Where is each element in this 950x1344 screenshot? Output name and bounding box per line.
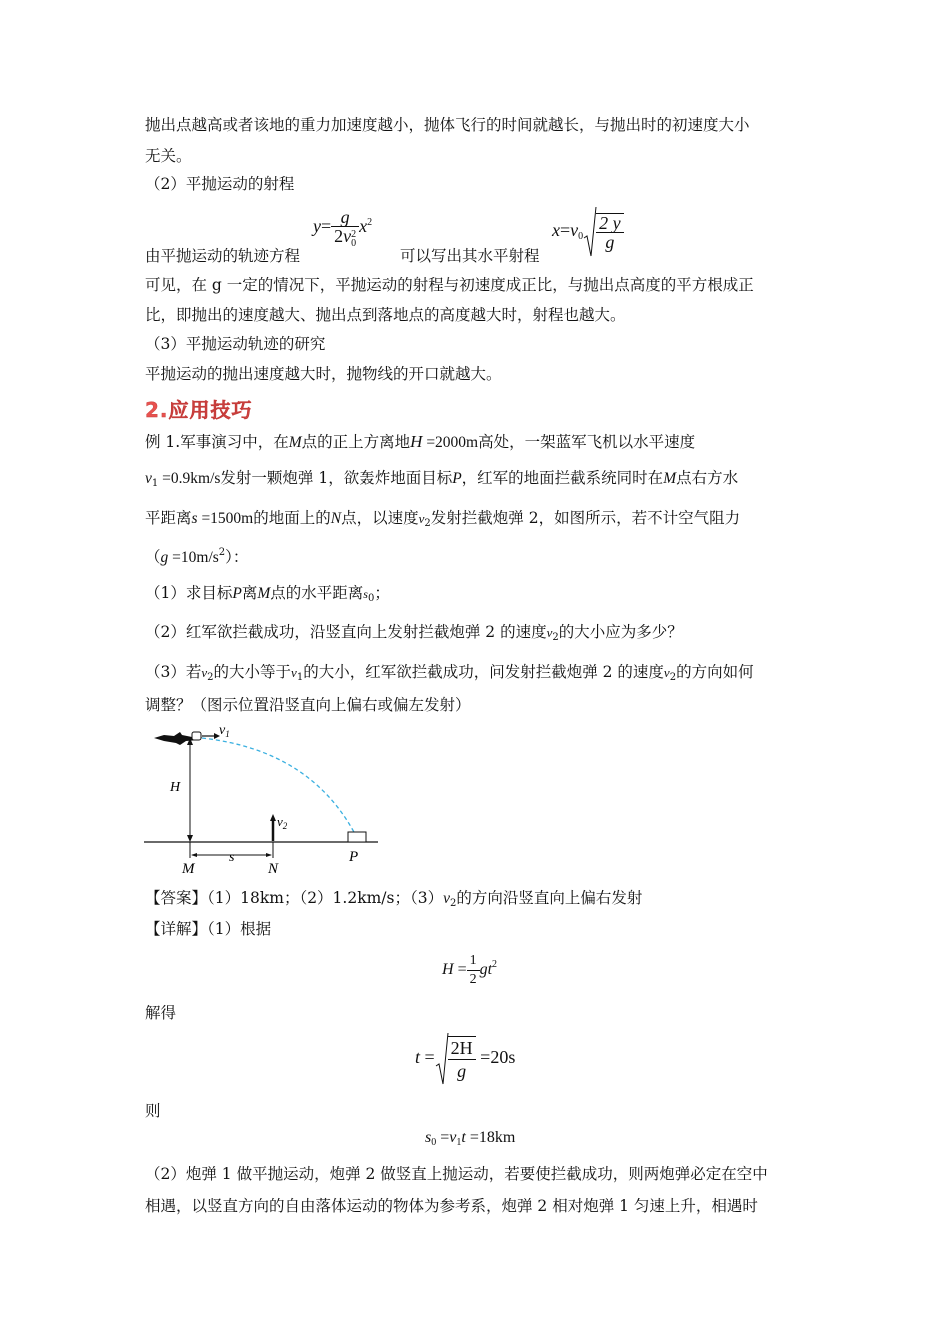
example-line: $v_1 =0.9km/s$发射一颗炮弹 1，欲轰炸地面目标P，红军的地面拦截系统同时在M点右方水 <box>145 469 739 489</box>
detail-line: 则 <box>145 1102 161 1120</box>
trajectory-equation: y= g 2v 2 0 $x^2$ <box>313 207 373 249</box>
formula-time: t = $\frac{2H}{g}$ =20s <box>415 1032 515 1086</box>
paragraph-line: 相遇，以竖直方向的自由落体运动的物体为参考系，炮弹 2 相对炮弹 1 匀速上升，相遇时 <box>145 1197 758 1215</box>
H-label: H <box>170 780 181 795</box>
target-icon <box>348 832 366 842</box>
example-line: $(g =10m/s^2)$： <box>145 547 249 566</box>
fraction: g 2v 2 0 <box>331 208 359 248</box>
formula-distance: $s_0 =v_1t =18km$ <box>425 1129 516 1148</box>
answer-line: 【答案】（1）18km；（2）1.2km/s；$(3)v_2$的方向沿竖直向上偏右发射 <box>145 889 643 909</box>
N-label: N <box>268 861 279 877</box>
shell-1-icon <box>192 732 201 740</box>
sqrt-sign <box>583 206 597 258</box>
paragraph-line: 平抛运动的抛出速度越大时，抛物线的开口就越大。 <box>145 365 502 383</box>
v2-label: $v_2$ <box>277 814 288 831</box>
example-line: 例 1.军事演习中，在M点的正上方离地H =2000m高处，一架蓝军飞机以水平速度 <box>145 432 696 451</box>
sqrt-sign <box>435 1032 449 1086</box>
section-title: （2）平抛运动的射程 <box>145 175 295 193</box>
question-1: （1）求目标P离M点的水平距离$s_0$； <box>145 584 390 604</box>
s-label: s <box>229 850 235 865</box>
paragraph-line: 可见，在 g 一定的情况下，平抛运动的射程与初速度成正比，与抛出点高度的平方根成正 <box>145 276 754 294</box>
example-line: 平距离s =1500m的地面上的N点，以速度$v_2$发射拦截炮弹 2，如图所示，若不计空气阻力 <box>145 509 741 529</box>
detail-line: 【详解】（1）根据 <box>145 920 272 938</box>
question-2: （2）红军欲拦截成功，沿竖直向上发射拦截炮弹 2 的速度$v_2$的大小应为多少？ <box>145 623 683 643</box>
question-3: （3）若$v_2$的大小等于$v_1$的大小，红军欲拦截成功，问发射拦截炮弹 2 的速度$v_2$的方向如何 <box>145 663 754 683</box>
paragraph-line: 可以写出其水平射程 <box>400 247 540 265</box>
paragraph-line: （2）炮弹 1 做平抛运动，炮弹 2 做竖直上抛运动，若要使拦截成功，则两炮弹必定在空中 <box>145 1165 768 1183</box>
P-label: P <box>349 849 359 865</box>
formula-height: H = $\frac{1}{2}$ $gt^2$ <box>442 953 498 987</box>
paragraph-line: 由平抛运动的轨迹方程 <box>145 247 301 265</box>
section-heading: 2.应用技巧 <box>145 398 253 422</box>
paragraph-line: 比，即抛出的速度越大、抛出点到落地点的高度越大时，射程也越大。 <box>145 306 626 324</box>
detail-line: 解得 <box>145 1004 177 1022</box>
paragraph-line: 抛出点越高或者该地的重力加速度越小，抛体飞行的时间就越长，与抛出时的初速度大小 <box>145 116 750 134</box>
section-title: （3）平抛运动轨迹的研究 <box>145 335 326 353</box>
v1-label: $v_1$ <box>219 723 230 739</box>
question-3-cont: 调整？（图示位置沿竖直向上偏右或偏左发射） <box>145 696 471 714</box>
paragraph-line: 无关。 <box>145 147 192 165</box>
projectile-diagram <box>140 718 390 878</box>
M-label: M <box>182 861 195 877</box>
range-equation: $x=v_0$ $\frac{2 y}{g}$ <box>552 206 624 258</box>
